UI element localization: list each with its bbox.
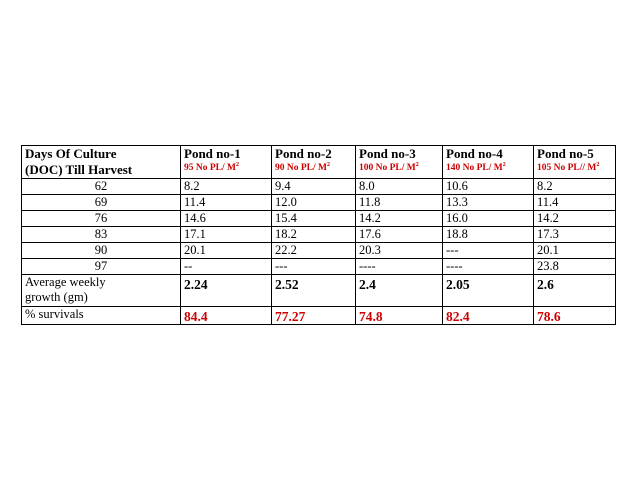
pond-density: 140 No PL/ $M^2$ [446,162,506,173]
table-cell: 20.1 [534,243,616,259]
pond-density: 95 No PL/ $M^2$ [184,162,239,173]
average-growth-value: 2.6 [534,275,616,307]
table-cell: 12.0 [272,195,356,211]
table-cell: 9.4 [272,179,356,195]
table-cell: --- [272,259,356,275]
pond-header-3 [356,146,443,179]
doc-header-line2: (DOC) Till Harvest [25,162,133,177]
table-cell: 15.4 [272,211,356,227]
table-cell: ---- [443,259,534,275]
pond-density: 90 No PL/ $M^2$ [275,162,330,173]
table-cell: 20.1 [181,243,272,259]
average-growth-value: 2.52 [272,275,356,307]
survival-value: 78.6 [534,307,616,325]
table-cell: 14.2 [534,211,616,227]
average-growth-row [22,275,616,307]
table-cell: 17.6 [356,227,443,243]
table-cell: 14.2 [356,211,443,227]
average-growth-value: 2.24 [181,275,272,307]
pond-name: Pond no-1 [184,146,241,161]
average-growth-label: Average weekly growth (gm) [22,275,181,307]
table-cell: 22.2 [272,243,356,259]
table-cell: 8.0 [356,179,443,195]
table-cell: --- [443,243,534,259]
pond-header-5 [534,146,616,179]
survival-value: 84.4 [181,307,272,325]
survival-row [22,307,616,325]
table-cell: 11.8 [356,195,443,211]
table-cell: ---- [356,259,443,275]
pond-header-4 [443,146,534,179]
table-row [22,259,616,275]
table-row [22,179,616,195]
pond-name: Pond no-3 [359,146,416,161]
doc-cell: 76 [22,211,181,227]
table-cell: 13.3 [443,195,534,211]
table-cell: 11.4 [534,195,616,211]
table-cell: 20.3 [356,243,443,259]
table-cell: 18.2 [272,227,356,243]
doc-header-cell [22,146,181,179]
table-cell: 18.8 [443,227,534,243]
header-row [22,146,616,179]
pond-density: 105 No PL// $M^2$ [537,162,600,173]
average-growth-value: 2.4 [356,275,443,307]
pond-name: Pond no-4 [446,146,503,161]
survival-value: 77.27 [272,307,356,325]
doc-cell: 69 [22,195,181,211]
doc-cell: 90 [22,243,181,259]
pond-header-2 [272,146,356,179]
pond-density: 100 No PL/ $M^2$ [359,162,419,173]
table-row [22,195,616,211]
table-cell: -- [181,259,272,275]
table-cell: 17.1 [181,227,272,243]
survival-value: 82.4 [443,307,534,325]
table-cell: 11.4 [181,195,272,211]
table-cell: 16.0 [443,211,534,227]
table-row [22,211,616,227]
doc-header-line1: Days Of Culture [25,146,117,161]
survival-value: 74.8 [356,307,443,325]
table-row [22,243,616,259]
table-cell: 10.6 [443,179,534,195]
survival-label: % survivals [22,307,181,325]
pond-name: Pond no-2 [275,146,332,161]
pond-name: Pond no-5 [537,146,594,161]
doc-cell: 97 [22,259,181,275]
table-cell: 8.2 [181,179,272,195]
table-cell: 8.2 [534,179,616,195]
table-cell: 14.6 [181,211,272,227]
average-growth-value: 2.05 [443,275,534,307]
table-cell: 23.8 [534,259,616,275]
pond-growth-table [21,145,616,325]
doc-cell: 62 [22,179,181,195]
doc-cell: 83 [22,227,181,243]
table-cell: 17.3 [534,227,616,243]
pond-header-1 [181,146,272,179]
table-row [22,227,616,243]
